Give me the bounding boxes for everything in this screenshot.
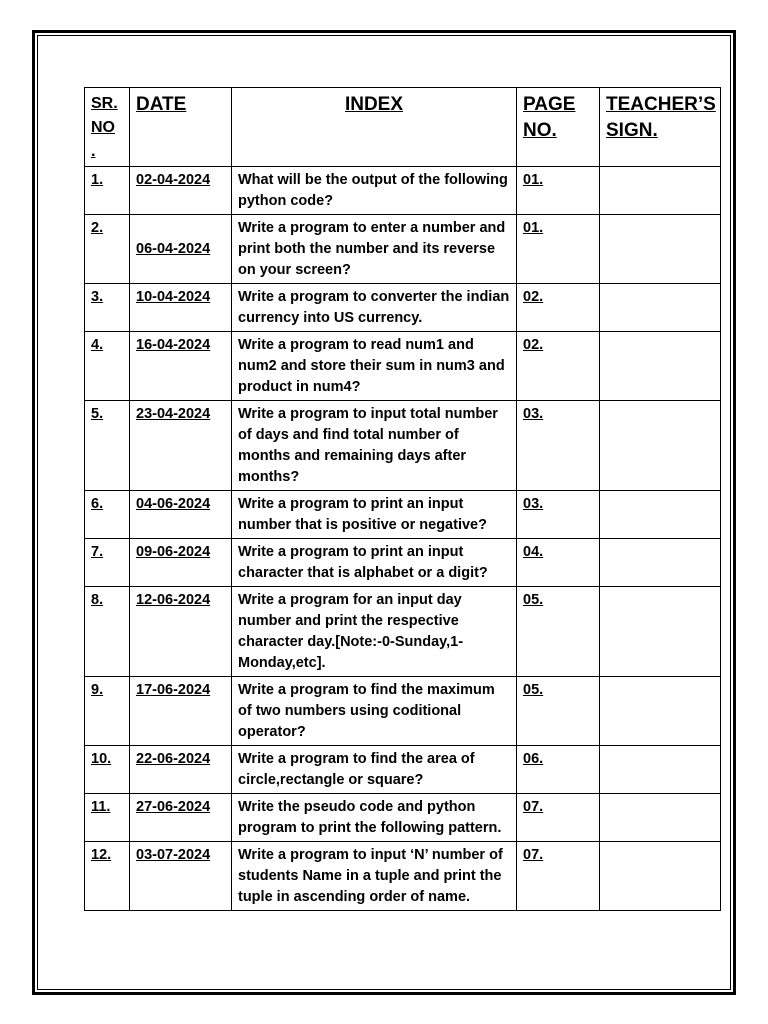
header-teacher-sign: TEACHER’S SIGN. bbox=[600, 88, 721, 167]
table-row bbox=[85, 491, 721, 539]
index-cell: Write a program for an input day number and print the respective character day.[Note:-0-Sunday,1-Monday,etc]. bbox=[232, 587, 517, 677]
page-cell: 03. bbox=[517, 401, 600, 491]
index-cell: Write a program to read num1 and num2 and store their sum in num3 and product in num4? bbox=[232, 332, 517, 401]
index-cell: Write a program to input ‘N’ number of students Name in a tuple and print the tuple in ascending order of name. bbox=[232, 842, 517, 911]
sign-cell bbox=[600, 677, 721, 746]
header-date: DATE bbox=[130, 88, 232, 167]
sr-cell: 2. bbox=[85, 215, 130, 284]
sr-cell: 6. bbox=[85, 491, 130, 539]
table-row bbox=[85, 284, 721, 332]
table-row bbox=[85, 587, 721, 677]
sr-cell: 5. bbox=[85, 401, 130, 491]
date-cell: 03-07-2024 bbox=[130, 842, 232, 911]
table-row bbox=[85, 401, 721, 491]
table-row bbox=[85, 215, 721, 284]
header-index: INDEX bbox=[232, 88, 517, 167]
sign-cell bbox=[600, 215, 721, 284]
date-cell: 16-04-2024 bbox=[130, 332, 232, 401]
sr-cell: 8. bbox=[85, 587, 130, 677]
index-cell: Write a program to find the maximum of two numbers using coditional operator? bbox=[232, 677, 517, 746]
header-row bbox=[85, 88, 721, 167]
sign-cell bbox=[600, 167, 721, 215]
table-row bbox=[85, 167, 721, 215]
index-cell: Write the pseudo code and python program to print the following pattern. bbox=[232, 794, 517, 842]
sr-cell: 4. bbox=[85, 332, 130, 401]
table-row bbox=[85, 677, 721, 746]
date-cell: 22-06-2024 bbox=[130, 746, 232, 794]
date-cell: 17-06-2024 bbox=[130, 677, 232, 746]
date-cell: 06-04-2024 bbox=[130, 215, 232, 284]
table-row bbox=[85, 794, 721, 842]
date-cell: 12-06-2024 bbox=[130, 587, 232, 677]
page-cell: 07. bbox=[517, 842, 600, 911]
table-row bbox=[85, 746, 721, 794]
index-cell: Write a program to input total number of days and find total number of months and remaining days after months? bbox=[232, 401, 517, 491]
table-row bbox=[85, 332, 721, 401]
sign-cell bbox=[600, 587, 721, 677]
date-cell: 02-04-2024 bbox=[130, 167, 232, 215]
table-row bbox=[85, 842, 721, 911]
sr-cell: 7. bbox=[85, 539, 130, 587]
index-cell: Write a program to converter the indian currency into US currency. bbox=[232, 284, 517, 332]
index-cell: Write a program to enter a number and print both the number and its reverse on your screen? bbox=[232, 215, 517, 284]
index-cell: Write a program to print an input character that is alphabet or a digit? bbox=[232, 539, 517, 587]
sr-cell: 1. bbox=[85, 167, 130, 215]
date-cell: 27-06-2024 bbox=[130, 794, 232, 842]
page-cell: 07. bbox=[517, 794, 600, 842]
sr-cell: 12. bbox=[85, 842, 130, 911]
page-cell: 03. bbox=[517, 491, 600, 539]
date-cell: 23-04-2024 bbox=[130, 401, 232, 491]
page-cell: 01. bbox=[517, 167, 600, 215]
date-cell: 04-06-2024 bbox=[130, 491, 232, 539]
page-cell: 04. bbox=[517, 539, 600, 587]
page-cell: 06. bbox=[517, 746, 600, 794]
header-page-no: PAGE NO. bbox=[517, 88, 600, 167]
page-cell: 05. bbox=[517, 677, 600, 746]
sign-cell bbox=[600, 539, 721, 587]
sign-cell bbox=[600, 401, 721, 491]
page-cell: 02. bbox=[517, 284, 600, 332]
sign-cell bbox=[600, 284, 721, 332]
table-row bbox=[85, 539, 721, 587]
header-sr-no: SR. NO . bbox=[85, 88, 130, 167]
index-cell: Write a program to print an input number that is positive or negative? bbox=[232, 491, 517, 539]
index-cell: Write a program to find the area of circle,rectangle or square? bbox=[232, 746, 517, 794]
page-cell: 02. bbox=[517, 332, 600, 401]
date-cell: 09-06-2024 bbox=[130, 539, 232, 587]
sign-cell bbox=[600, 794, 721, 842]
sign-cell bbox=[600, 842, 721, 911]
index-cell: What will be the output of the following python code? bbox=[232, 167, 517, 215]
sr-cell: 9. bbox=[85, 677, 130, 746]
page-cell: 05. bbox=[517, 587, 600, 677]
sr-cell: 10. bbox=[85, 746, 130, 794]
date-cell: 10-04-2024 bbox=[130, 284, 232, 332]
sr-cell: 3. bbox=[85, 284, 130, 332]
sign-cell bbox=[600, 746, 721, 794]
sr-cell: 11. bbox=[85, 794, 130, 842]
index-table bbox=[84, 87, 721, 911]
sign-cell bbox=[600, 332, 721, 401]
sign-cell bbox=[600, 491, 721, 539]
page-cell: 01. bbox=[517, 215, 600, 284]
